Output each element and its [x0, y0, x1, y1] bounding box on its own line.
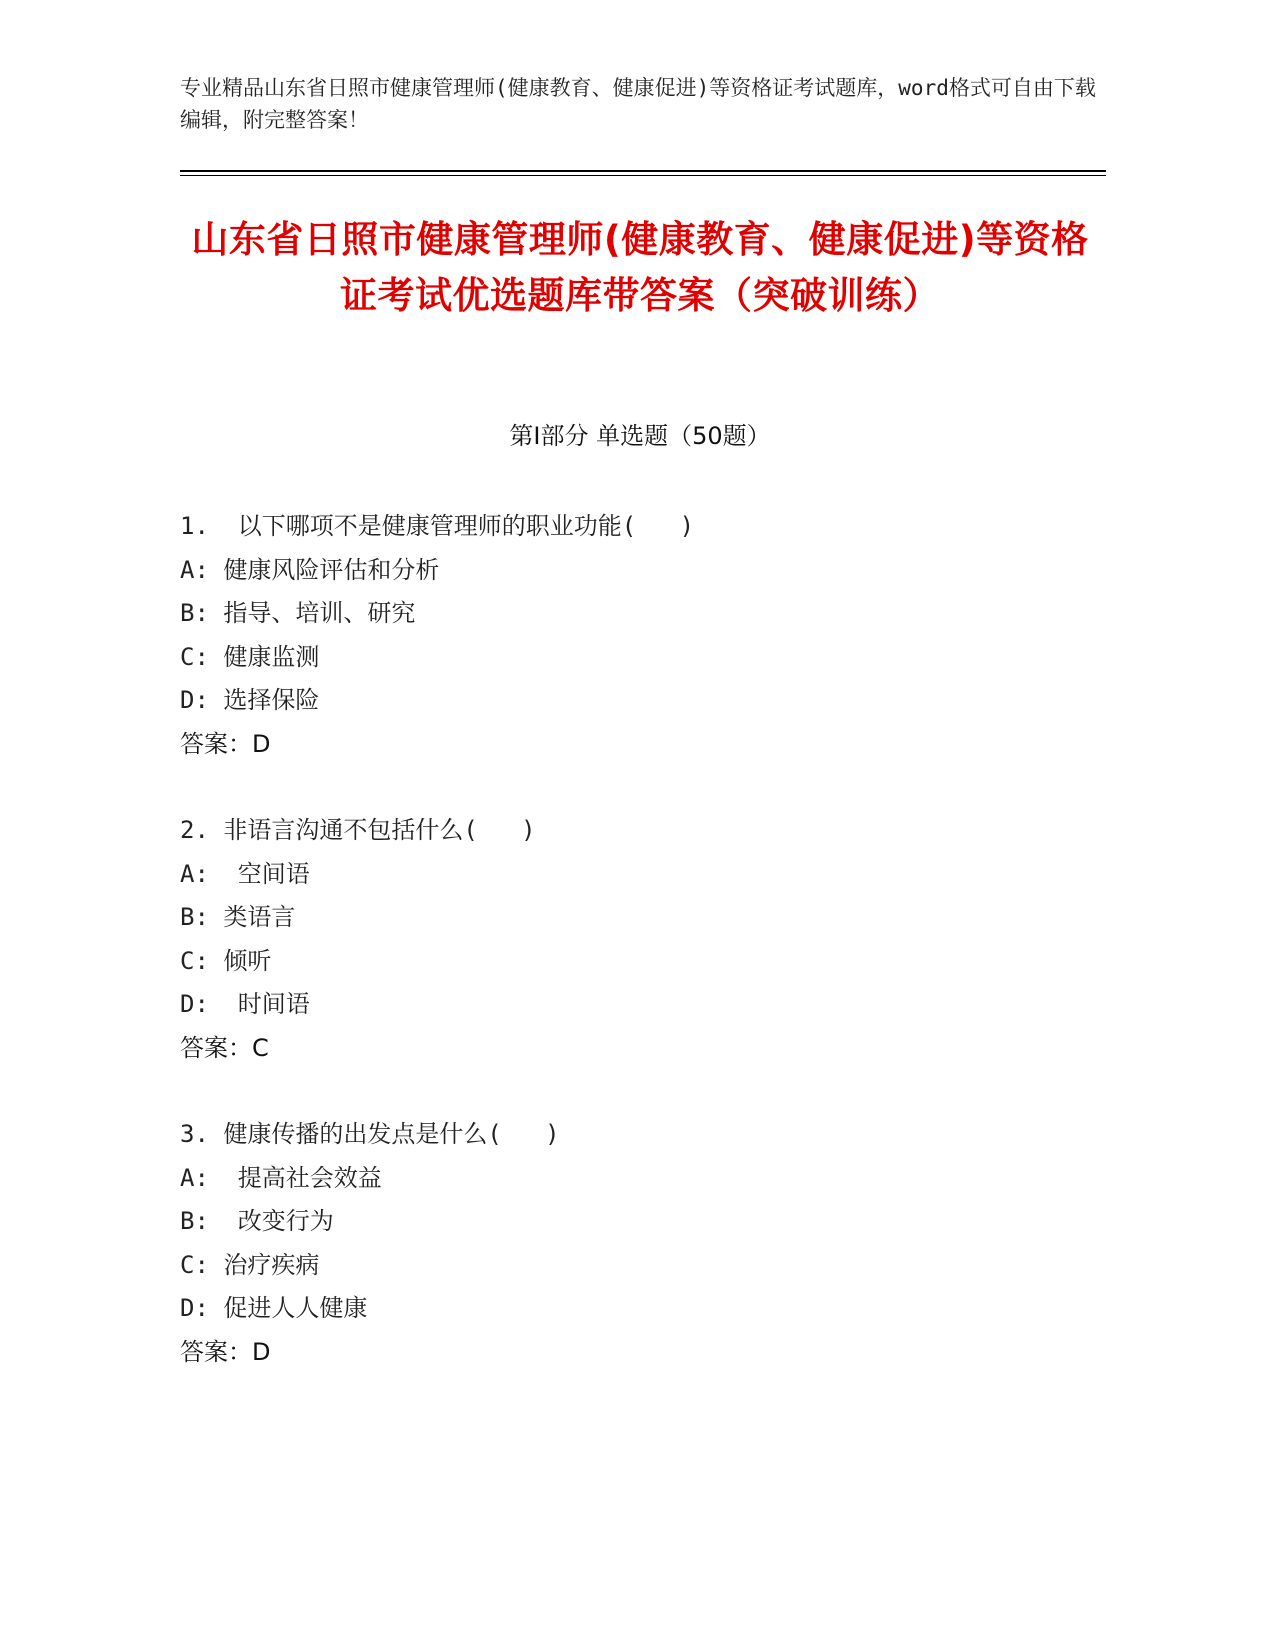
option-d: D: 选择保险: [180, 686, 320, 714]
question-list: [180, 505, 1100, 1417]
answer-line: 答案：C: [180, 1033, 269, 1062]
header-note: 专业精品山东省日照市健康管理师(健康教育、健康促进)等资格证考试题库，word格式可自由下载编辑，附完整答案！: [180, 76, 1096, 132]
question-item: [180, 505, 1100, 766]
option-c: C: 治疗疾病: [180, 1250, 320, 1279]
answer-line: 答案：D: [180, 1337, 271, 1366]
option-d: D: 促进人人健康: [180, 1294, 368, 1322]
question-stem: 1. 以下哪项不是健康管理师的职业功能( ): [180, 512, 695, 540]
option-b: B: 指导、培训、研究: [180, 599, 416, 627]
header-divider-thick: [180, 170, 1106, 172]
section-title: 第Ⅰ部分 单选题（50题）: [509, 422, 771, 450]
option-a: A: 空间语: [180, 859, 310, 888]
question-item: [180, 1113, 1100, 1374]
question-stem: 2. 非语言沟通不包括什么( ): [180, 816, 536, 844]
option-b: B: 类语言: [180, 903, 296, 931]
question-item: [180, 809, 1100, 1070]
option-a: A: 健康风险评估和分析: [180, 555, 440, 584]
option-a: A: 提高社会效益: [180, 1163, 382, 1192]
option-c: C: 倾听: [180, 946, 272, 975]
option-d: D: 时间语: [180, 990, 310, 1018]
answer-line: 答案：D: [180, 729, 271, 758]
option-c: C: 健康监测: [180, 642, 320, 671]
question-stem: 3. 健康传播的出发点是什么( ): [180, 1120, 560, 1148]
option-b: B: 改变行为: [180, 1207, 334, 1235]
header-divider-thin: [180, 175, 1106, 176]
document-title: 山东省日照市健康管理师(健康教育、健康促进)等资格证考试优选题库带答案（突破训练）: [191, 218, 1089, 317]
